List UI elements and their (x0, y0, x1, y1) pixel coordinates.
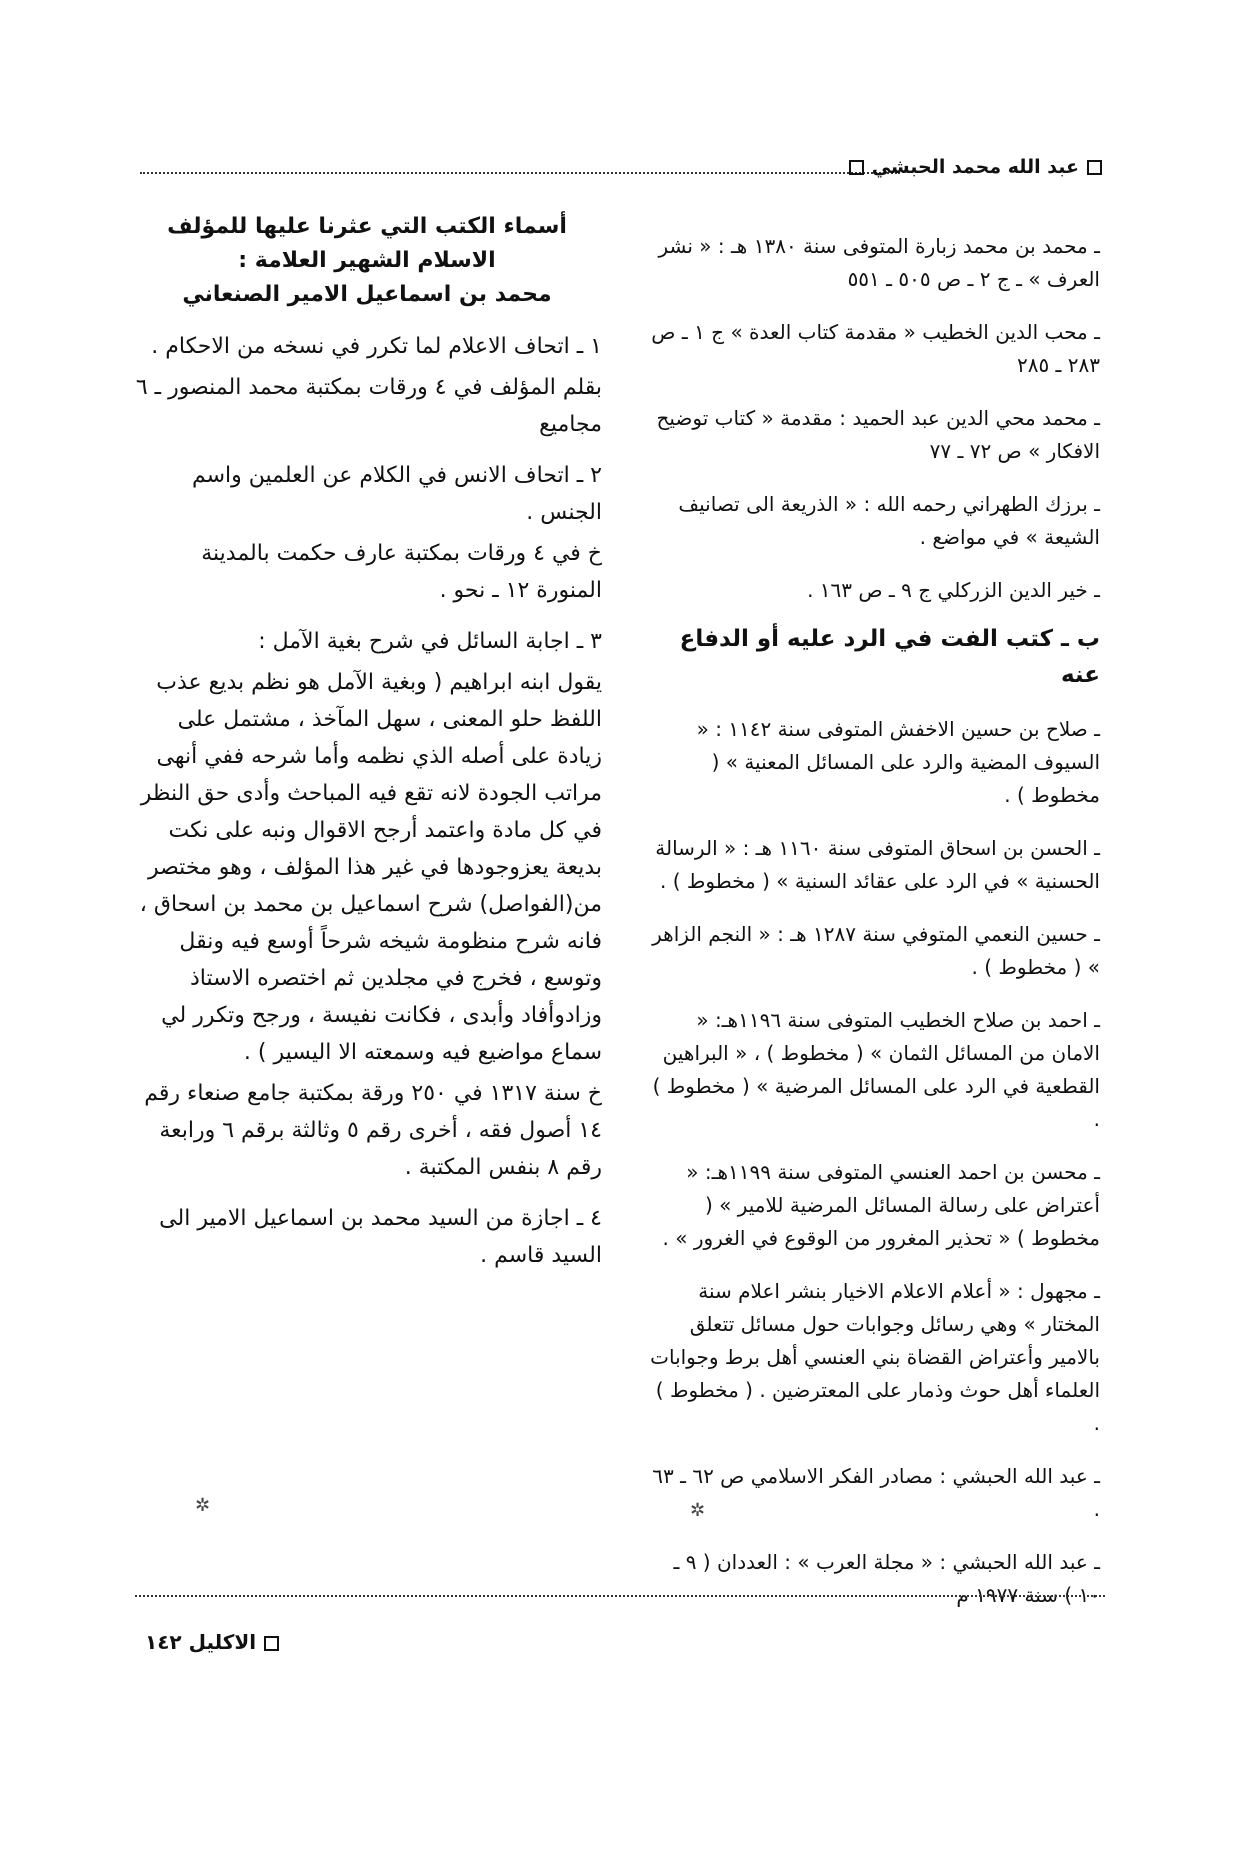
header-author (841, 156, 1110, 178)
reference-item: ـ الحسن بن اسحاق المتوفى سنة ١١٦٠ هـ : « الرسالة الحسنية » في الرد على عقائد السنية » ( مخطوط ) . (655, 836, 1100, 893)
references-list-b (650, 713, 1100, 1612)
reference-item: ـ برزك الطهراني رحمه الله : « الذريعة الى تصانيف الشيعة » في مواضع . (678, 492, 1100, 549)
title-line: محمد بن اسماعيل الامير الصنعاني (182, 282, 552, 307)
references-list-a (650, 230, 1100, 607)
section-b-heading: ب ـ كتب الفت في الرد عليه أو الدفاع عنه (679, 626, 1100, 688)
reference-item: ـ محمد محي الدين عبد الحميد : مقدمة « كتاب توضيح الافكار » ص ٧٢ ـ ٧٧ (656, 406, 1100, 463)
entry-title: ٤ ـ اجازة من السيد محمد بن اسماعيل الامير الى السيد قاسم . (159, 1206, 602, 1268)
reference-item: ـ احمد بن صلاح الخطيب المتوفى سنة ١١٩٦هـ: « الامان من المسائل الثمان » ( مخطوط ) ، « البراهين القطعية في الرد على المسائل المرضية » ( مخطوط ) . (652, 1008, 1100, 1131)
title-line: أسماء الكتب التي عثرنا عليها للمؤلف (167, 214, 567, 239)
title-line: الاسلام الشهير العلامة : (238, 248, 496, 273)
entry-note: خ في ٤ ورقات بمكتبة عارف حكمت بالمدينة المنورة ١٢ ـ نحو . (201, 541, 602, 603)
reference-item: ـ حسين النعمي المتوفي سنة ١٢٨٧ هـ : « النجم الزاهر » ( مخطوط ) . (652, 922, 1100, 979)
right-column (650, 210, 1100, 1626)
square-bullet-icon (849, 160, 864, 175)
entry-title: ٢ ـ اتحاف الانس في الكلام عن العلمين واسم الجنس . (191, 463, 602, 525)
entry-note: يقول ابنه ابراهيم ( وبغية الآمل هو نظم بديع عذب اللفظ حلو المعنى ، سهل المآخذ ، مشتمل على زيادة على أصله الذي نظمه وأما شرحه ففي أنهى مراتب الجودة لانه تقع فيه المباحث وأدى حق النظر في كل مادة واعتمد أرجح الاقوال ونبه على نكت بديعة يعزوجودها في غير هذا المؤلف ، وهو مختصر من(الفواصل) شرح اسماعيل بن محمد بن اسحاق ، فانه شرح منظومة شيخه شرحاً أوسع فيه ونقل وتوسع ، فخرج في مجلدين ثم اختصره الاستاذ وزادوأفاد وأبدى ، فكانت نفيسة ، ورجح وتكرر لي سماع مواضيع فيه وسمعته الا اليسير ) . (139, 670, 602, 1065)
reference-item: ـ عبد الله الحبشي : مصادر الفكر الاسلامي ص ٦٢ ـ ٦٣ . (652, 1464, 1100, 1521)
header-dotted-rule (140, 172, 900, 174)
entry-title: ٣ ـ اجابة السائل في شرح بغية الآمل : (258, 629, 602, 654)
asterisk-ornament-icon: ✲ (690, 1500, 706, 1521)
page-footer (145, 1630, 287, 1654)
book-entry (132, 623, 602, 1186)
square-bullet-icon (264, 1636, 279, 1651)
left-column (132, 210, 602, 1288)
footer-journal-page: الاكليل ١٤٢ (145, 1630, 257, 1654)
reference-item: ـ صلاح بن حسين الاخفش المتوفى سنة ١١٤٢ : « السيوف المضية والرد على المسائل المعنية » ( مخطوط ) . (696, 717, 1100, 807)
section-title (132, 210, 602, 312)
entry-location: خ سنة ١٣١٧ في ٢٥٠ ورقة بمكتبة جامع صنعاء رقم ١٤ أصول فقه ، أخرى رقم ٥ وثالثة برقم ٦ ورابعة رقم ٨ بنفس المكتبة . (144, 1081, 602, 1180)
header-author-name: عبد الله محمد الحبشي (871, 156, 1079, 178)
page-header (140, 150, 1110, 190)
reference-item: ـ خير الدين الزركلي ج ٩ ـ ص ١٦٣ . (807, 578, 1100, 602)
book-entry (132, 328, 602, 443)
footer-dotted-rule (135, 1595, 1105, 1597)
entry-note: بقلم المؤلف في ٤ ورقات بمكتبة محمد المنصور ـ ٦ مجاميع (135, 375, 602, 437)
reference-item: ـ محب الدين الخطيب « مقدمة كتاب العدة » ج ١ ـ ص ٢٨٣ ـ ٢٨٥ (651, 320, 1100, 377)
entry-title: ١ ـ اتحاف الاعلام لما تكرر في نسخه من الاحكام . (151, 334, 602, 359)
reference-item: ـ محسن بن احمد العنسي المتوفى سنة ١١٩٩هـ: « أعتراض على رسالة المسائل المرضية للامير » ( مخطوط ) « تحذير المغرور من الوقوع في الغرور » . (662, 1160, 1100, 1250)
book-entry (132, 457, 602, 609)
square-bullet-icon (1087, 160, 1102, 175)
reference-item: ـ مجهول : « أعلام الاعلام الاخيار بنشر اعلام سنة المختار » وهي رسائل وجوابات حول مسائل تتعلق بالامير وأعتراض القضاة بني العنسي أهل برط وجوابات العلماء أهل حوث وذمار على المعترضين . ( مخطوط ) . (650, 1279, 1100, 1435)
reference-item: ـ محمد بن محمد زبارة المتوفى سنة ١٣٨٠ هـ : « نشر العرف » ـ ج ٢ ـ ص ٥٠٥ ـ ٥٥١ (658, 234, 1100, 291)
asterisk-ornament-icon: ✲ (195, 1495, 211, 1516)
reference-item: ـ عبد الله الحبشي : « مجلة العرب » : العددان ( ٩ ـ ١٠ ) سنة ١٩٧٧ م (673, 1550, 1100, 1607)
book-entry (132, 1200, 602, 1274)
